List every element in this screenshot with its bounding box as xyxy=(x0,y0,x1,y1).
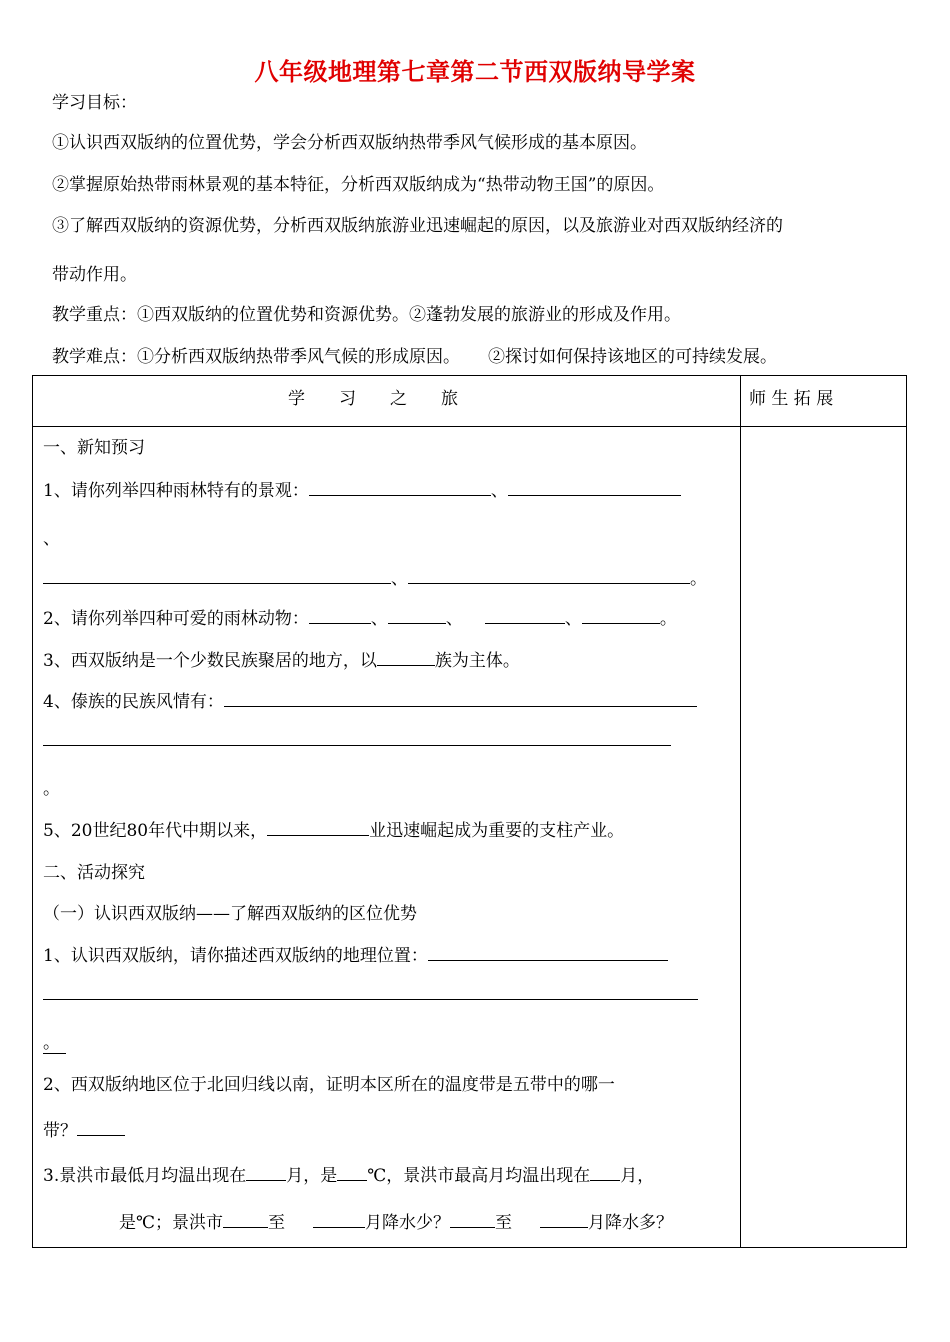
answer-blank[interactable] xyxy=(223,1210,268,1228)
subsection-1: （一）认识西双版纳——了解西双版纳的区位优势 xyxy=(43,904,417,924)
answer-blank[interactable] xyxy=(590,1163,620,1181)
goal-3: ③了解西双版纳的资源优势，分析西双版纳旅游业迅速崛起的原因，以及旅游业对西双版纳经济的 xyxy=(52,216,783,236)
answer-blank[interactable] xyxy=(309,478,491,496)
answer-blank[interactable] xyxy=(408,566,690,584)
answer-blank[interactable] xyxy=(485,606,565,624)
answer-blank[interactable] xyxy=(77,1118,125,1136)
section-preview: 一、新知预习 xyxy=(43,438,145,458)
question-4: 4、傣族的民族风情有： xyxy=(43,687,697,712)
column-divider xyxy=(740,376,741,1247)
goal-2: ②掌握原始热带雨林景观的基本特征，分析西双版纳成为“热带动物王国”的原因。 xyxy=(52,175,665,195)
answer-blank[interactable] xyxy=(337,1163,367,1181)
answer-blank[interactable] xyxy=(224,689,697,707)
goals-label: 学习目标： xyxy=(52,93,137,113)
answer-blank[interactable] xyxy=(43,566,391,584)
answer-blank[interactable] xyxy=(43,728,671,746)
answer-blank[interactable] xyxy=(309,606,371,624)
header-study-journey: 学 习 之 旅 xyxy=(288,389,458,409)
question-3: 3、西双版纳是一个少数民族聚居的地方，以 族为主体。 xyxy=(43,646,520,671)
difficult-point-2: ②探讨如何保持该地区的可持续发展。 xyxy=(488,347,777,367)
key-points: 教学重点：①西双版纳的位置优势和资源优势。②蓬勃发展的旅游业的形成及作用。 xyxy=(52,305,681,325)
answer-blank[interactable] xyxy=(508,478,681,496)
answer-blank[interactable] xyxy=(428,943,668,961)
question-5: 5、20世纪80年代中期以来， 业迅速崛起成为重要的支柱产业。 xyxy=(43,816,624,841)
header-extension: 师 生 拓 展 xyxy=(749,389,834,409)
header-divider xyxy=(33,426,906,427)
activity-1-line2 xyxy=(43,982,698,1005)
answer-blank[interactable] xyxy=(582,606,660,624)
answer-blank[interactable] xyxy=(540,1210,588,1228)
answer-blank[interactable] xyxy=(267,818,369,836)
question-1: 1、请你列举四种雨林特有的景观： 、 xyxy=(43,476,681,501)
goal-3-cont: 带动作用。 xyxy=(52,265,137,285)
activity-2-cont: 带？ xyxy=(43,1116,125,1141)
answer-blank[interactable] xyxy=(43,982,698,1000)
question-2: 2、请你列举四种可爱的雨林动物： 、 、 、 。 xyxy=(43,604,677,629)
answer-blank[interactable] xyxy=(246,1163,286,1181)
goal-1: ①认识西双版纳的位置优势，学会分析西双版纳热带季风气候形成的基本原因。 xyxy=(52,133,647,153)
answer-blank[interactable] xyxy=(377,648,435,666)
answer-blank[interactable] xyxy=(313,1210,365,1228)
difficult-points xyxy=(52,342,777,367)
activity-1: 1、认识西双版纳，请你描述西双版纳的地理位置： xyxy=(43,941,668,966)
answer-blank[interactable] xyxy=(450,1210,495,1228)
activity-1-end: 。 xyxy=(43,1028,66,1053)
activity-2: 2、西双版纳地区位于北回归线以南，证明本区所在的温度带是五带中的哪一 xyxy=(43,1075,615,1095)
section-activity: 二、活动探究 xyxy=(43,863,145,883)
question-4-line2 xyxy=(43,728,671,751)
question-1-cont: 、 xyxy=(43,529,60,549)
activity-3-line2: 是℃；景洪市 至 月降水少？ 至 月降水多？ xyxy=(119,1208,673,1233)
question-4-end: 。 xyxy=(43,779,60,799)
difficult-point-1: 教学难点：①分析西双版纳热带季风气候的形成原因。 xyxy=(52,347,460,367)
answer-blank[interactable] xyxy=(388,606,446,624)
question-1-line2: 、 。 xyxy=(43,564,707,589)
activity-3: 3.景洪市最低月均温出现在 月，是 ℃，景洪市最高月均温出现在 月， xyxy=(43,1161,654,1186)
page-title: 八年级地理第七章第二节西双版纳导学案 xyxy=(254,57,696,86)
study-table xyxy=(32,375,907,1248)
